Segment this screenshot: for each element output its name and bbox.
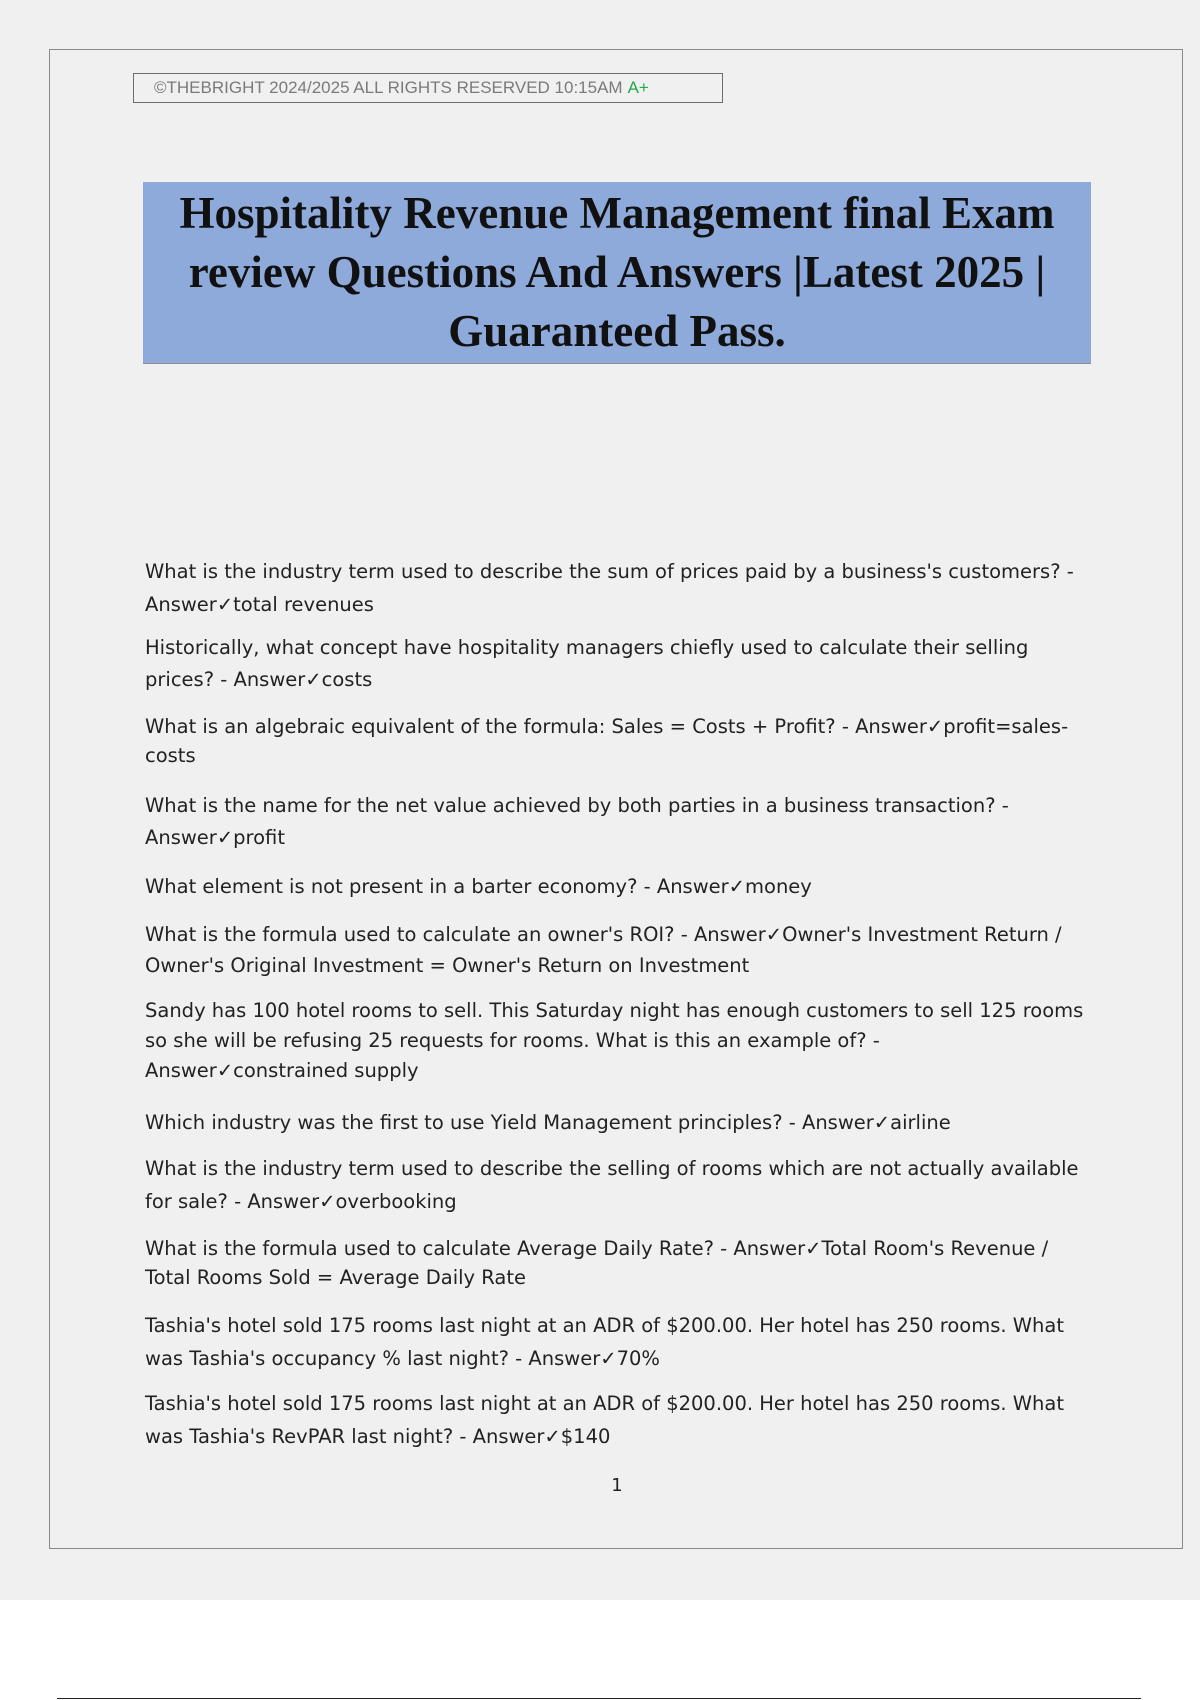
- title-line: review Questions And Answers |Latest 2025 |: [188, 247, 1046, 297]
- qa-item: [145, 1387, 1095, 1453]
- qa-line: Historically, what concept have hospitality managers chiefly used to calculate their selling: [145, 636, 1029, 659]
- qa-item: [145, 1234, 1095, 1292]
- qa-line: costs: [145, 744, 196, 767]
- qa-line: Answer✓profit: [145, 826, 285, 849]
- qa-line: so she will be refusing 25 requests for rooms. What is this an example of? -: [145, 1029, 880, 1052]
- qa-item: [145, 1152, 1095, 1218]
- qa-line: Answer✓total revenues: [145, 593, 374, 616]
- qa-item: [145, 919, 1095, 981]
- qa-line: What is the industry term used to describe the sum of prices paid by a business's customers? -: [145, 560, 1074, 583]
- title-line: Guaranteed Pass.: [448, 306, 786, 356]
- page-number: 1: [611, 1475, 623, 1496]
- bottom-divider: [57, 1698, 1141, 1699]
- qa-line: Answer✓constrained supply: [145, 1059, 419, 1082]
- qa-line: What element is not present in a barter economy? - Answer✓money: [145, 875, 812, 898]
- qa-line: was Tashia's RevPAR last night? - Answer✓$140: [145, 1425, 611, 1448]
- qa-line: Which industry was the first to use Yield Management principles? - Answer✓airline: [145, 1111, 951, 1134]
- qa-line: What is the name for the net value achieved by both parties in a business transaction? -: [145, 794, 1009, 817]
- qa-item: [145, 871, 1095, 903]
- qa-line: Tashia's hotel sold 175 rooms last night at an ADR of $200.00. Her hotel has 250 rooms. What: [145, 1314, 1064, 1337]
- copyright-header: [133, 73, 723, 103]
- qa-line: What is the formula used to calculate an owner's ROI? - Answer✓Owner's Investment Return /: [145, 923, 1062, 946]
- qa-item: [145, 712, 1095, 770]
- qa-item: [145, 555, 1095, 621]
- qa-line: Total Rooms Sold = Average Daily Rate: [145, 1266, 526, 1289]
- grade-badge: A+: [627, 78, 649, 97]
- copyright-text: ©THEBRIGHT 2024/2025 ALL RIGHTS RESERVED 10:15AM: [154, 78, 623, 97]
- document-title: [143, 182, 1091, 364]
- qa-line: What is the formula used to calculate Average Daily Rate? - Answer✓Total Room's Revenue /: [145, 1237, 1049, 1260]
- qa-line: was Tashia's occupancy % last night? - Answer✓70%: [145, 1347, 660, 1370]
- qa-item: [145, 996, 1095, 1086]
- qa-line: for sale? - Answer✓overbooking: [145, 1190, 457, 1213]
- qa-item: [145, 632, 1095, 696]
- qa-line: Tashia's hotel sold 175 rooms last night at an ADR of $200.00. Her hotel has 250 rooms. What: [145, 1392, 1064, 1415]
- qa-line: prices? - Answer✓costs: [145, 668, 373, 691]
- qa-line: What is an algebraic equivalent of the formula: Sales = Costs + Profit? - Answer✓profit=sales-: [145, 715, 1069, 738]
- qa-item: [145, 790, 1095, 854]
- qa-line: Owner's Original Investment = Owner's Return on Investment: [145, 954, 750, 977]
- qa-item: [145, 1309, 1095, 1375]
- qa-line: What is the industry term used to describe the selling of rooms which are not actually available: [145, 1157, 1079, 1180]
- qa-line: Sandy has 100 hotel rooms to sell. This Saturday night has enough customers to sell 125 rooms: [145, 999, 1084, 1022]
- qa-item: [145, 1107, 1095, 1139]
- title-line: Hospitality Revenue Management final Exam: [179, 188, 1055, 238]
